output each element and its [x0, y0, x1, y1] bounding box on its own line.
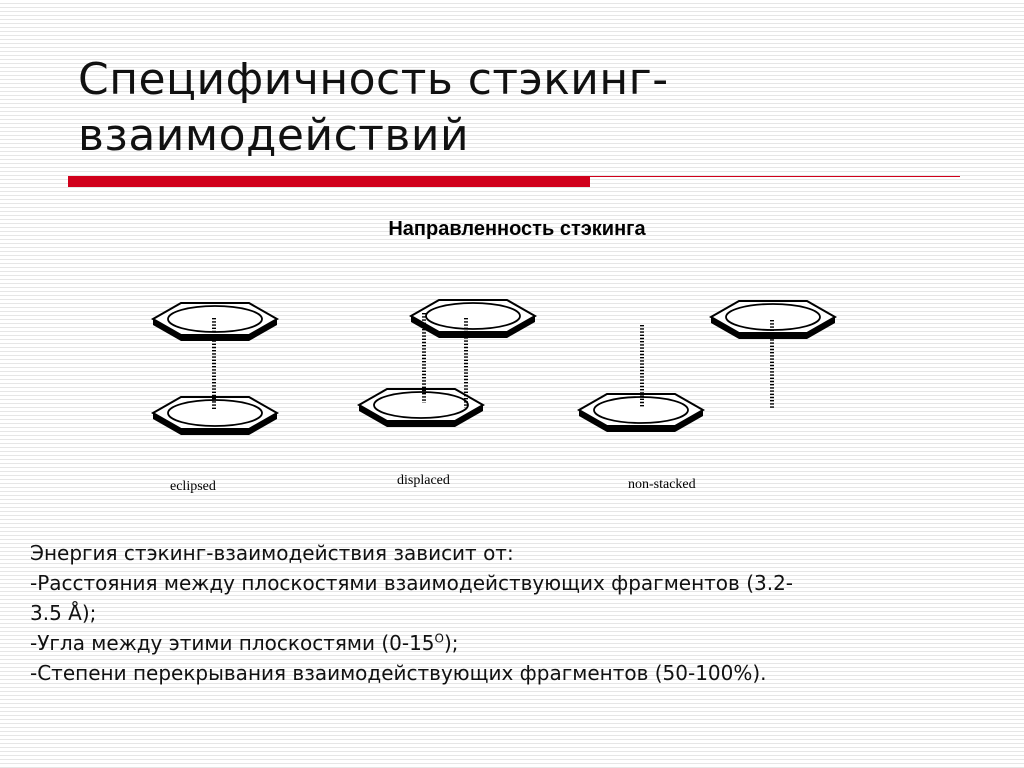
- title-line-1: Специфичность стэкинг-: [78, 54, 669, 105]
- displaced-stack: [359, 300, 535, 427]
- body-item-angle: [30, 628, 1000, 658]
- degree-sup: O: [434, 631, 444, 646]
- eclipsed-stack: [153, 303, 277, 435]
- angle-text: -Угла между этими плоскостями (0-15: [30, 631, 435, 655]
- label-displaced: displaced: [397, 473, 450, 488]
- diagram-subtitle: Направленность стэкинга: [388, 218, 646, 240]
- label-non-stacked: non-stacked: [628, 477, 696, 492]
- body-text: [30, 538, 1000, 688]
- title-line-2: взаимодействий: [78, 110, 470, 161]
- angle-text-end: );: [443, 631, 459, 655]
- non-stacked-pair: [579, 301, 835, 432]
- body-item-distance: -Расстояния между плоскостями взаимодействующих фрагментов (3.2-: [30, 571, 794, 595]
- eclipsed-bottom-ring: [153, 397, 277, 435]
- body-item-distance-cont: 3.5 Å);: [30, 601, 97, 625]
- label-eclipsed: eclipsed: [170, 479, 216, 494]
- displaced-top-ring: [411, 300, 535, 338]
- body-intro: Энергия стэкинг-взаимодействия зависит от:: [30, 541, 514, 565]
- body-item-overlap: -Степени перекрывания взаимодействующих фрагментов (50-100%).: [30, 661, 767, 685]
